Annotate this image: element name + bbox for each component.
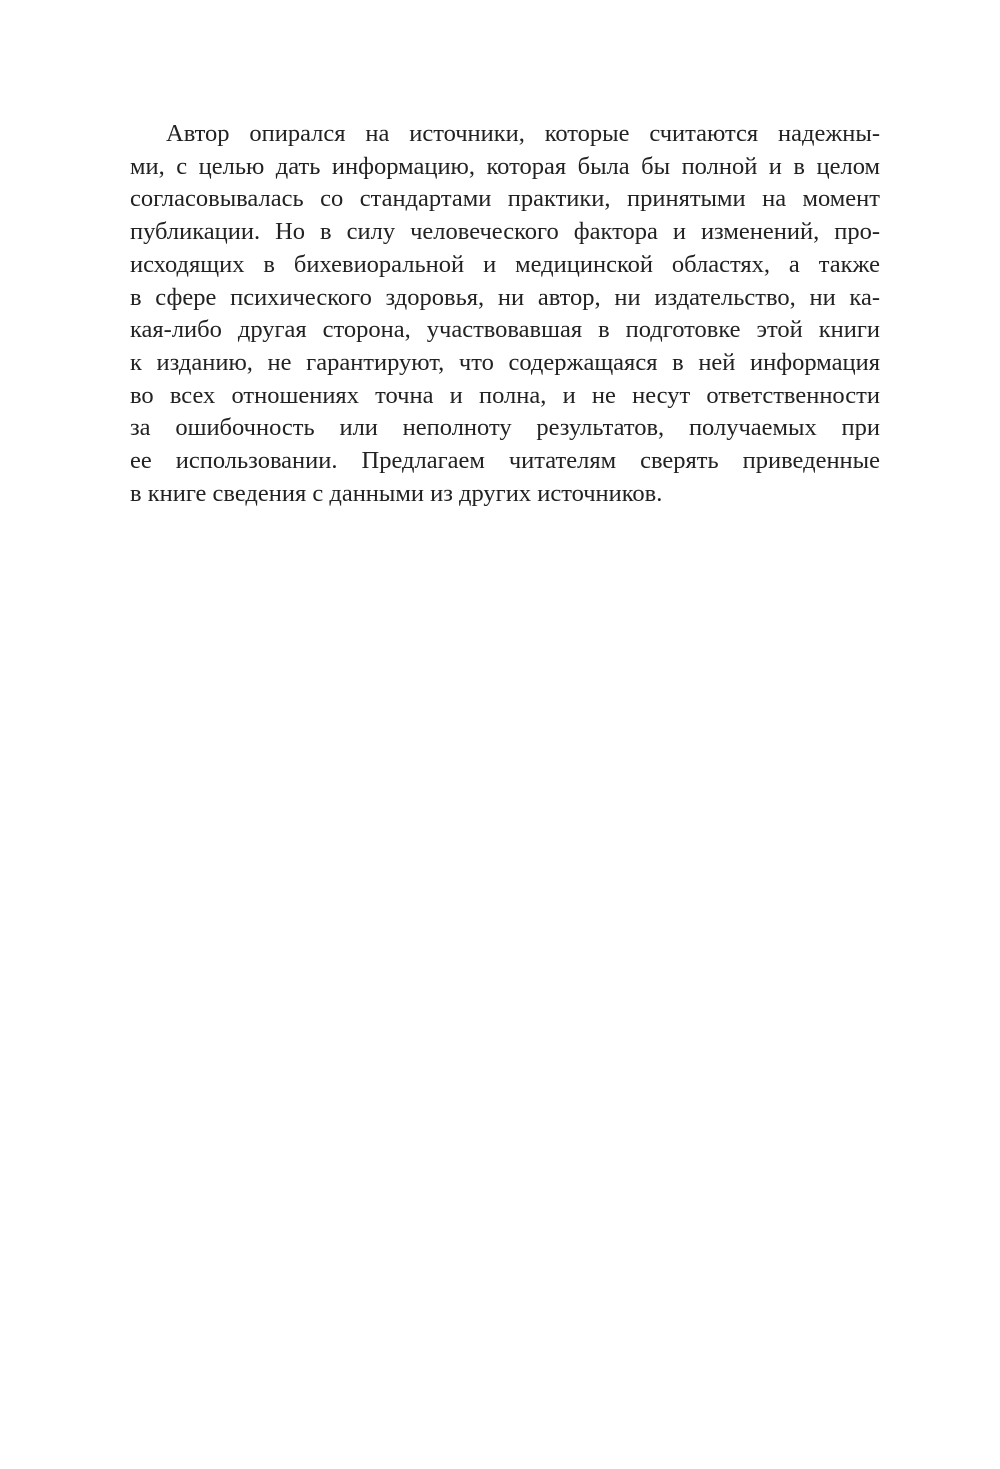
paragraph-line-6: в сфере психического здоровья, ни автор, ни издательство, ни ка- xyxy=(130,283,880,311)
paragraph-line-11: ее использовании. Предлагаем читателям сверять приведенные xyxy=(130,447,880,475)
disclaimer-paragraph xyxy=(130,118,880,510)
paragraph-line-12: в книге сведения с данными из других источников. xyxy=(130,479,663,507)
paragraph-line-2: ми, с целью дать информацию, которая была бы полной и в целом xyxy=(130,152,880,180)
paragraph-line-3: согласовывалась со стандартами практики, принятыми на момент xyxy=(130,185,880,213)
paragraph-line-9: во всех отношениях точна и полна, и не несут ответственности xyxy=(130,381,880,409)
paragraph-line-4: публикации. Но в силу человеческого фактора и изменений, про- xyxy=(130,218,880,246)
paragraph-line-10: за ошибочность или неполноту результатов, получаемых при xyxy=(130,414,880,442)
paragraph-line-1: Автор опирался на источники, которые считаются надежны- xyxy=(166,120,880,147)
paragraph-line-8: к изданию, не гарантируют, что содержащаяся в ней информация xyxy=(130,348,880,376)
paragraph-line-5: исходящих в бихевиоральной и медицинской областях, а также xyxy=(130,250,880,278)
paragraph-line-7: кая-либо другая сторона, участвовавшая в подготовке этой книги xyxy=(130,316,880,344)
